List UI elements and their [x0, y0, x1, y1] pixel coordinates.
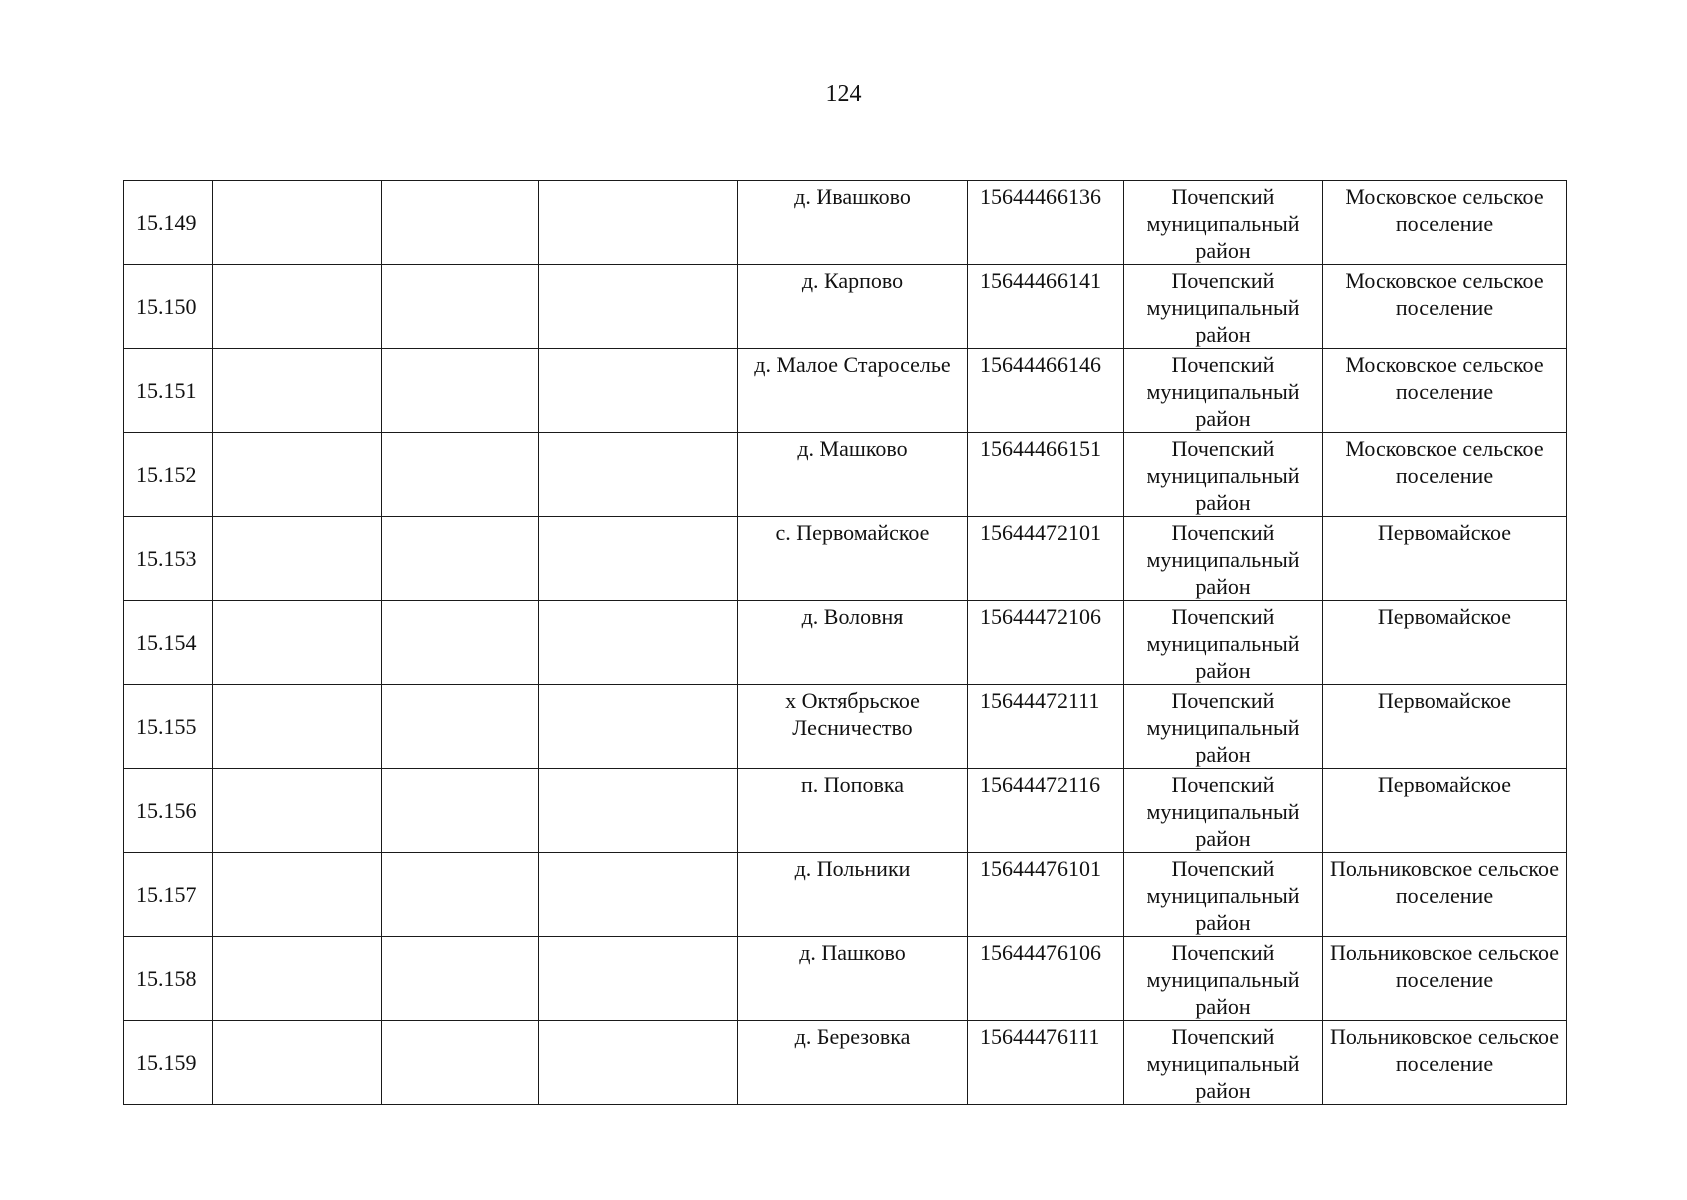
locality-name-cell	[738, 685, 968, 769]
oktmo-code: 15644476101	[980, 856, 1101, 881]
settlements-table	[123, 180, 1567, 1105]
empty-cell	[539, 265, 738, 349]
oktmo-code-cell	[968, 181, 1124, 265]
district-name: Почепский муниципальный район	[1146, 856, 1300, 935]
locality-name: д. Польники	[794, 856, 911, 881]
locality-name-cell	[738, 349, 968, 433]
district-cell	[1124, 685, 1323, 769]
table-row	[124, 1021, 1567, 1105]
empty-cell	[213, 937, 382, 1021]
settlement-name: Польниковское сельское поселение	[1329, 1024, 1560, 1076]
settlement-name: Польниковское сельское поселение	[1329, 856, 1560, 908]
table-row	[124, 685, 1567, 769]
locality-name-cell	[738, 937, 968, 1021]
settlement-name: Московское сельское поселение	[1345, 436, 1544, 488]
settlement-name: Первомайское	[1377, 688, 1512, 713]
settlement-cell	[1323, 1021, 1567, 1105]
oktmo-code: 15644476111	[980, 1024, 1100, 1049]
row-number-cell: 15.158	[124, 937, 213, 1021]
district-name: Почепский муниципальный район	[1146, 268, 1300, 347]
oktmo-code: 15644472116	[980, 772, 1101, 797]
oktmo-code: 15644466151	[980, 436, 1101, 461]
settlement-name: Польниковское сельское поселение	[1329, 940, 1560, 992]
empty-cell	[539, 517, 738, 601]
oktmo-code: 15644472101	[980, 520, 1101, 545]
oktmo-code-cell	[968, 853, 1124, 937]
settlement-cell	[1323, 517, 1567, 601]
empty-cell	[539, 181, 738, 265]
table-row	[124, 265, 1567, 349]
row-number-cell: 15.154	[124, 601, 213, 685]
row-number-cell: 15.155	[124, 685, 213, 769]
settlement-name: Московское сельское поселение	[1345, 184, 1544, 236]
table-row	[124, 937, 1567, 1021]
settlement-name: Первомайское	[1377, 604, 1512, 629]
district-cell	[1124, 1021, 1323, 1105]
empty-cell	[382, 433, 539, 517]
row-number-cell: 15.150	[124, 265, 213, 349]
oktmo-code: 15644476106	[980, 940, 1101, 965]
locality-name: д. Пашково	[799, 940, 906, 965]
locality-name: п. Поповка	[801, 772, 904, 797]
locality-name-cell	[738, 601, 968, 685]
row-number-cell: 15.156	[124, 769, 213, 853]
row-number-cell: 15.157	[124, 853, 213, 937]
locality-name: с. Первомайское	[775, 520, 930, 545]
district-name: Почепский муниципальный район	[1146, 352, 1300, 431]
row-number-cell: 15.159	[124, 1021, 213, 1105]
district-cell	[1124, 853, 1323, 937]
district-cell	[1124, 937, 1323, 1021]
oktmo-code-cell	[968, 1021, 1124, 1105]
district-cell	[1124, 265, 1323, 349]
district-name: Почепский муниципальный район	[1146, 772, 1300, 851]
empty-cell	[539, 685, 738, 769]
empty-cell	[213, 433, 382, 517]
locality-name-cell	[738, 1021, 968, 1105]
locality-name: д. Малое Староселье	[754, 352, 951, 377]
empty-cell	[382, 769, 539, 853]
oktmo-code-cell	[968, 601, 1124, 685]
district-cell	[1124, 349, 1323, 433]
settlement-cell	[1323, 601, 1567, 685]
empty-cell	[382, 685, 539, 769]
empty-cell	[539, 769, 738, 853]
oktmo-code-cell	[968, 265, 1124, 349]
empty-cell	[213, 853, 382, 937]
oktmo-code: 15644466136	[980, 184, 1101, 209]
page-number: 124	[825, 81, 862, 107]
empty-cell	[382, 181, 539, 265]
empty-cell	[213, 349, 382, 433]
row-number-cell: 15.153	[124, 517, 213, 601]
table-row	[124, 853, 1567, 937]
locality-name-cell	[738, 265, 968, 349]
table-row	[124, 181, 1567, 265]
row-number-cell: 15.152	[124, 433, 213, 517]
settlement-cell	[1323, 349, 1567, 433]
empty-cell	[382, 349, 539, 433]
district-name: Почепский муниципальный район	[1146, 688, 1300, 767]
oktmo-code-cell	[968, 937, 1124, 1021]
table-row	[124, 433, 1567, 517]
district-name: Почепский муниципальный район	[1146, 436, 1300, 515]
settlement-cell	[1323, 685, 1567, 769]
district-cell	[1124, 601, 1323, 685]
settlement-name: Московское сельское поселение	[1345, 268, 1544, 320]
settlement-cell	[1323, 769, 1567, 853]
settlement-cell	[1323, 181, 1567, 265]
empty-cell	[539, 853, 738, 937]
row-number-cell: 15.151	[124, 349, 213, 433]
district-cell	[1124, 181, 1323, 265]
table-row	[124, 769, 1567, 853]
settlement-cell	[1323, 433, 1567, 517]
locality-name: д. Ивашково	[794, 184, 911, 209]
table-body	[124, 181, 1567, 1105]
settlement-cell	[1323, 853, 1567, 937]
district-name: Почепский муниципальный район	[1146, 520, 1300, 599]
locality-name-cell	[738, 769, 968, 853]
locality-name-cell	[738, 181, 968, 265]
empty-cell	[213, 1021, 382, 1105]
locality-name: д. Березовка	[794, 1024, 911, 1049]
empty-cell	[213, 517, 382, 601]
settlement-name: Первомайское	[1377, 520, 1512, 545]
empty-cell	[213, 181, 382, 265]
locality-name-cell	[738, 517, 968, 601]
locality-name-cell	[738, 853, 968, 937]
table-row	[124, 517, 1567, 601]
empty-cell	[382, 601, 539, 685]
oktmo-code-cell	[968, 685, 1124, 769]
table-row	[124, 601, 1567, 685]
district-name: Почепский муниципальный район	[1146, 604, 1300, 683]
empty-cell	[382, 517, 539, 601]
table-row	[124, 349, 1567, 433]
empty-cell	[539, 937, 738, 1021]
empty-cell	[213, 685, 382, 769]
locality-name: х Октябрьское Лесничество	[785, 688, 920, 740]
settlement-cell	[1323, 265, 1567, 349]
oktmo-code: 15644472111	[980, 688, 1100, 713]
locality-name-cell	[738, 433, 968, 517]
district-name: Почепский муниципальный район	[1146, 184, 1300, 263]
settlement-name: Московское сельское поселение	[1345, 352, 1544, 404]
locality-name: д. Карпово	[801, 268, 904, 293]
locality-name: д. Воловня	[801, 604, 904, 629]
row-number-cell: 15.149	[124, 181, 213, 265]
district-cell	[1124, 433, 1323, 517]
oktmo-code-cell	[968, 769, 1124, 853]
oktmo-code: 15644466141	[980, 268, 1101, 293]
oktmo-code: 15644466146	[980, 352, 1101, 377]
oktmo-code-cell	[968, 433, 1124, 517]
empty-cell	[213, 265, 382, 349]
district-name: Почепский муниципальный район	[1146, 1024, 1300, 1103]
settlement-cell	[1323, 937, 1567, 1021]
oktmo-code: 15644472106	[980, 604, 1101, 629]
empty-cell	[213, 769, 382, 853]
empty-cell	[539, 349, 738, 433]
locality-name: д. Машково	[797, 436, 908, 461]
empty-cell	[539, 1021, 738, 1105]
empty-cell	[382, 265, 539, 349]
district-cell	[1124, 769, 1323, 853]
settlement-name: Первомайское	[1377, 772, 1512, 797]
empty-cell	[539, 433, 738, 517]
empty-cell	[213, 601, 382, 685]
empty-cell	[382, 1021, 539, 1105]
oktmo-code-cell	[968, 349, 1124, 433]
empty-cell	[382, 937, 539, 1021]
empty-cell	[382, 853, 539, 937]
oktmo-code-cell	[968, 517, 1124, 601]
empty-cell	[539, 601, 738, 685]
district-name: Почепский муниципальный район	[1146, 940, 1300, 1019]
district-cell	[1124, 517, 1323, 601]
